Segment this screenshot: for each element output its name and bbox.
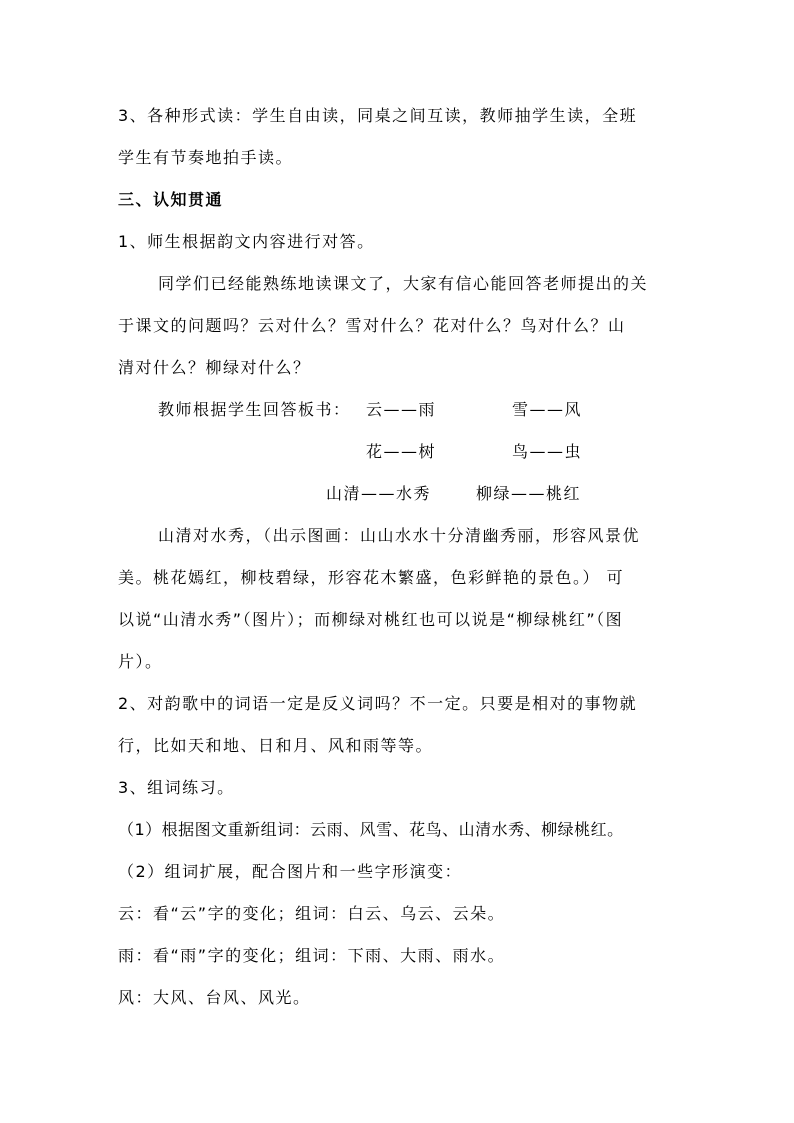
paragraph-line: 行，比如天和地、日和月、风和雨等等。 [118, 736, 434, 755]
paragraph-line: 1、师生根据韵文内容进行对答。 [118, 232, 375, 251]
board-pair: 云——雨 [366, 400, 437, 419]
paragraph-line: 同学们已经能熟练地读课文了，大家有信心能回答老师提出的关 [158, 274, 649, 293]
board-pair: 柳绿——桃红 [476, 484, 582, 503]
board-pair: 山清——水秀 [326, 484, 432, 503]
board-pair: 雪——风 [512, 400, 583, 419]
paragraph-line: 美。桃花嫣红，柳枝碧绿，形容花木繁盛，色彩鲜艳的景色。） 可 [118, 568, 625, 587]
paragraph-line: 于课文的问题吗？云对什么？雪对什么？花对什么？鸟对什么？山 [118, 316, 626, 335]
board-pair: 花——树 [366, 442, 437, 461]
paragraph-line: 学生有节奏地拍手读。 [118, 148, 294, 167]
paragraph-line: 云：看“云”字的变化；组词：白云、乌云、云朵。 [118, 904, 506, 923]
paragraph-line: 3、组词练习。 [118, 778, 235, 797]
paragraph-line: 片）。 [118, 652, 163, 671]
paragraph-line: 以说“山清水秀”（图片）；而柳绿对桃红也可以说是“柳绿桃红”（图 [118, 610, 624, 629]
paragraph-line: （1）根据图文重新组词：云雨、风雪、花鸟、山清水秀、柳绿桃红。 [118, 820, 624, 839]
board-pair: 鸟——虫 [512, 442, 583, 461]
paragraph-line: 风：大风、台风、风光。 [118, 988, 311, 1007]
paragraph-line: （2）组词扩展，配合图片和一些字形演变： [118, 862, 463, 881]
paragraph-line: 雨：看“雨”字的变化；组词：下雨、大雨、雨水。 [118, 946, 506, 965]
paragraph-line: 3、各种形式读：学生自由读，同桌之间互读，教师抽学生读，全班 [118, 106, 638, 125]
paragraph-line: 清对什么？柳绿对什么？ [118, 358, 311, 377]
paragraph-line: 2、对韵歌中的词语一定是反义词吗？不一定。只要是相对的事物就 [118, 694, 638, 713]
board-intro: 教师根据学生回答板书： [158, 400, 351, 419]
paragraph-line: 山清对水秀，（出示图画：山山水水十分清幽秀丽，形容风景优 [158, 526, 641, 545]
section-heading: 三、认知贯通 [118, 190, 224, 209]
